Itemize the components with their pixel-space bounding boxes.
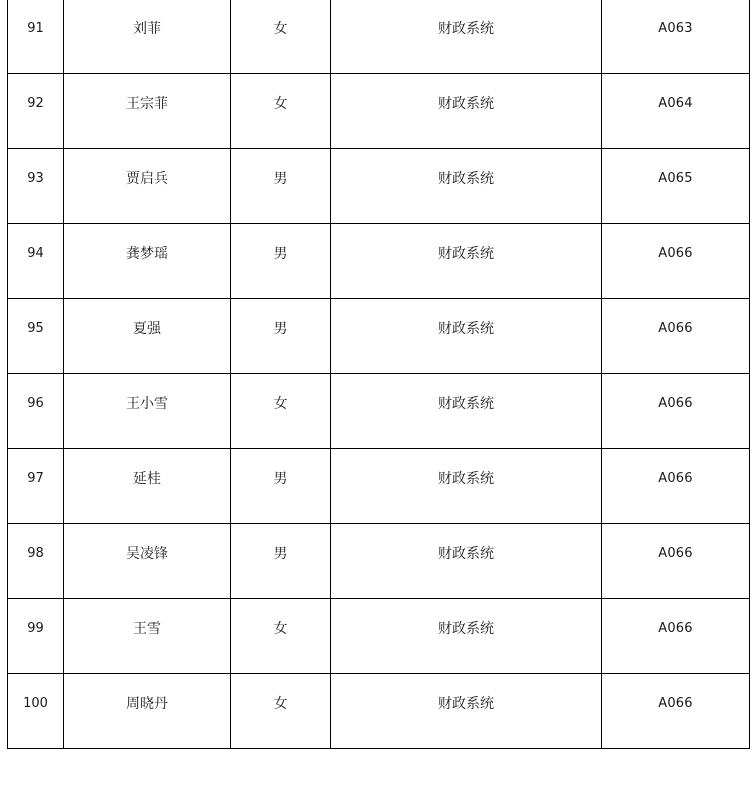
gender-cell — [231, 149, 331, 224]
system-cell — [331, 449, 602, 524]
table-row — [8, 74, 750, 149]
system-cell — [331, 374, 602, 449]
row-number-cell — [8, 0, 64, 74]
position-code: A066 — [658, 546, 693, 561]
table-row — [8, 149, 750, 224]
table-row — [8, 599, 750, 674]
row-number: 100 — [23, 696, 48, 711]
row-number: 92 — [27, 96, 44, 111]
document-sheet — [7, 0, 749, 798]
system-cell — [331, 0, 602, 74]
row-number-cell — [8, 224, 64, 299]
gender: 男 — [273, 171, 288, 187]
person-name: 吴凌锋 — [126, 546, 168, 562]
gender: 男 — [273, 246, 288, 262]
gender: 女 — [273, 21, 288, 37]
system-name: 财政系统 — [438, 96, 494, 112]
row-number-cell — [8, 374, 64, 449]
row-number: 99 — [27, 621, 44, 636]
gender: 男 — [273, 471, 288, 487]
code-cell — [602, 674, 750, 749]
row-number-cell — [8, 449, 64, 524]
gender: 女 — [273, 96, 288, 112]
gender-cell — [231, 299, 331, 374]
gender-cell — [231, 524, 331, 599]
code-cell — [602, 149, 750, 224]
system-cell — [331, 74, 602, 149]
system-name: 财政系统 — [438, 21, 494, 37]
gender: 男 — [273, 546, 288, 562]
system-cell — [331, 299, 602, 374]
position-code: A065 — [658, 171, 693, 186]
system-name: 财政系统 — [438, 546, 494, 562]
name-cell — [64, 224, 231, 299]
system-cell — [331, 224, 602, 299]
row-number: 97 — [27, 471, 44, 486]
row-number-cell — [8, 299, 64, 374]
row-number-cell — [8, 149, 64, 224]
gender: 女 — [273, 696, 288, 712]
name-cell — [64, 374, 231, 449]
table-row — [8, 674, 750, 749]
code-cell — [602, 299, 750, 374]
position-code: A066 — [658, 471, 693, 486]
person-name: 刘菲 — [133, 21, 161, 37]
system-name: 财政系统 — [438, 621, 494, 637]
name-cell — [64, 524, 231, 599]
table-body — [8, 0, 750, 749]
row-number-cell — [8, 674, 64, 749]
row-number: 98 — [27, 546, 44, 561]
name-cell — [64, 299, 231, 374]
code-cell — [602, 224, 750, 299]
position-code: A066 — [658, 246, 693, 261]
system-name: 财政系统 — [438, 321, 494, 337]
row-number-cell — [8, 74, 64, 149]
code-cell — [602, 374, 750, 449]
system-cell — [331, 149, 602, 224]
person-name: 王宗菲 — [126, 96, 168, 112]
system-cell — [331, 599, 602, 674]
person-name: 贾启兵 — [126, 171, 168, 187]
code-cell — [602, 74, 750, 149]
system-name: 财政系统 — [438, 471, 494, 487]
gender-cell — [231, 0, 331, 74]
position-code: A063 — [658, 21, 693, 36]
name-cell — [64, 74, 231, 149]
row-number: 94 — [27, 246, 44, 261]
row-number-cell — [8, 599, 64, 674]
position-code: A064 — [658, 96, 693, 111]
gender-cell — [231, 599, 331, 674]
name-cell — [64, 674, 231, 749]
gender: 女 — [273, 396, 288, 412]
code-cell — [602, 524, 750, 599]
system-name: 财政系统 — [438, 396, 494, 412]
name-cell — [64, 449, 231, 524]
name-cell — [64, 149, 231, 224]
system-cell — [331, 674, 602, 749]
name-cell — [64, 599, 231, 674]
gender-cell — [231, 674, 331, 749]
code-cell — [602, 449, 750, 524]
table-row — [8, 449, 750, 524]
person-name: 龚梦瑶 — [126, 246, 168, 262]
gender: 女 — [273, 621, 288, 637]
code-cell — [602, 599, 750, 674]
person-name: 夏强 — [133, 321, 161, 337]
person-name: 王雪 — [133, 621, 161, 637]
row-number: 93 — [27, 171, 44, 186]
gender-cell — [231, 374, 331, 449]
row-number: 91 — [27, 21, 44, 36]
row-number: 96 — [27, 396, 44, 411]
gender-cell — [231, 224, 331, 299]
name-cell — [64, 0, 231, 74]
position-code: A066 — [658, 396, 693, 411]
personnel-table — [7, 0, 750, 749]
person-name: 延桂 — [133, 471, 161, 487]
table-row — [8, 0, 750, 74]
person-name: 周晓丹 — [126, 696, 168, 712]
table-row — [8, 524, 750, 599]
position-code: A066 — [658, 321, 693, 336]
person-name: 王小雪 — [126, 396, 168, 412]
system-cell — [331, 524, 602, 599]
code-cell — [602, 0, 750, 74]
table-row — [8, 224, 750, 299]
table-row — [8, 374, 750, 449]
system-name: 财政系统 — [438, 696, 494, 712]
table-row — [8, 299, 750, 374]
row-number-cell — [8, 524, 64, 599]
row-number: 95 — [27, 321, 44, 336]
position-code: A066 — [658, 621, 693, 636]
gender-cell — [231, 74, 331, 149]
gender-cell — [231, 449, 331, 524]
system-name: 财政系统 — [438, 171, 494, 187]
gender: 男 — [273, 321, 288, 337]
position-code: A066 — [658, 696, 693, 711]
system-name: 财政系统 — [438, 246, 494, 262]
